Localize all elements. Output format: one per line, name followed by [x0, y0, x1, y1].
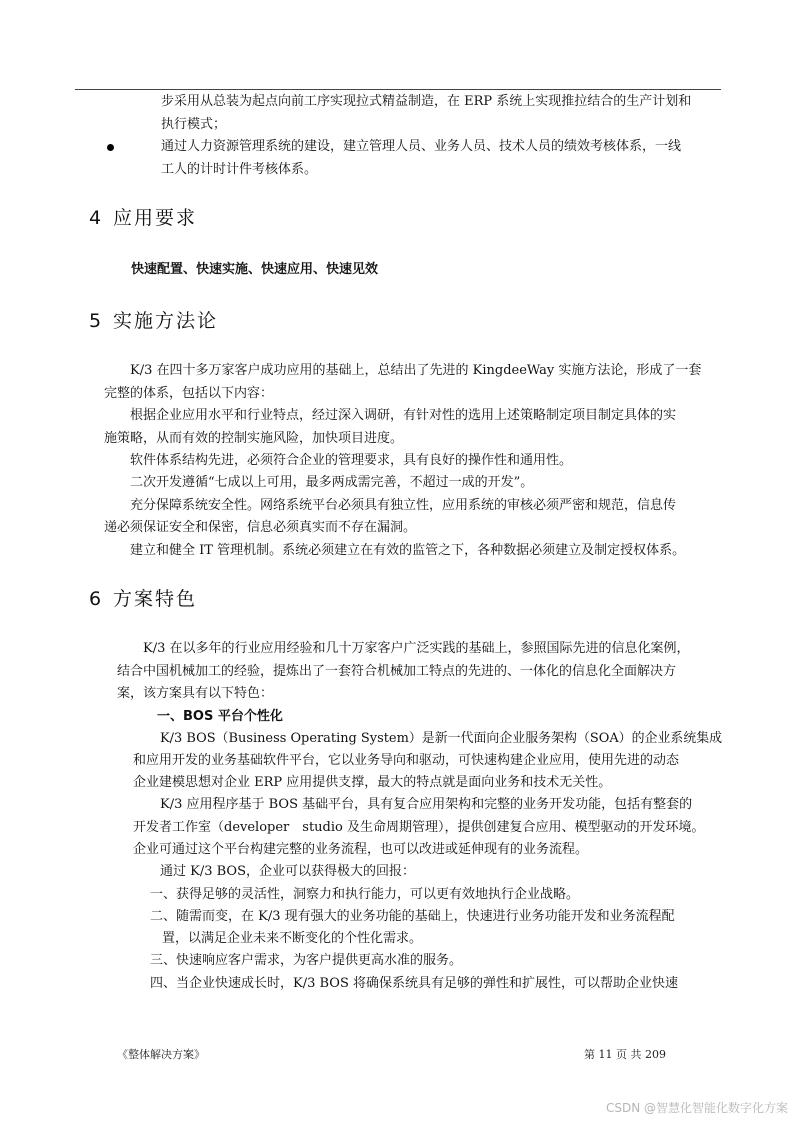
section-4-number: 4	[89, 207, 104, 229]
section-6-body-line-11: 三、快速响应客户需求，为客户提供更高水准的服务。	[150, 953, 463, 968]
section-6-intro-line-1: K/3 在以多年的行业应用经验和几十万家客户广泛实践的基础上，参照国际先进的信息化案例，	[143, 641, 690, 656]
section-6-body-line-7: 通过 K/3 BOS，企业可以获得极大的回报：	[160, 864, 415, 879]
section-5-line-8: 递必须保证安全和保密，信息必须真实而不存在漏洞。	[104, 520, 417, 535]
section-6-body-line-3: 企业建模思想对企业 ERP 应用提供支撑，最大的特点就是面向业务和技术无关性。	[133, 775, 612, 790]
intro-line-2: 执行模式；	[161, 117, 227, 132]
section-5-line-1: K/3 在四十多万家客户成功应用的基础上，总结出了先进的 KingdeeWay 实施方法论，形成了一套	[130, 363, 702, 378]
section-6-body-line-12: 四、当企业快速成长时，K/3 BOS 将确保系统具有足够的弹性和扩展性，可以帮助企业快速	[150, 976, 678, 991]
section-5-line-4: 施策略，从而有效的控制实施风险，加快项目进度。	[104, 431, 404, 446]
section-6-body-line-10: 置，以满足企业未来不断变化的个性化需求。	[162, 931, 423, 946]
section-6-subheading: 一、BOS 平台个性化	[157, 709, 283, 724]
section-4-heading	[89, 206, 197, 230]
section-6-intro-line-3: 案，该方案具有以下特色：	[117, 686, 274, 701]
section-5-line-9: 建立和健全 IT 管理机制。系统必须建立在有效的监管之下，各种数据必须建立及制定授权体系。	[130, 543, 686, 558]
section-6-number: 6	[89, 588, 104, 610]
section-6-body-line-4: K/3 应用程序基于 BOS 基础平台，具有复合应用架构和完整的业务开发功能，包括有整套的	[160, 797, 693, 812]
section-6-heading	[89, 587, 197, 611]
section-5-heading	[89, 309, 218, 333]
header-rule	[75, 89, 721, 90]
section-6-body-line-2: 和应用开发的业务基础软件平台，它以业务导向和驱动，可快速构建企业应用，使用先进的动态	[133, 753, 680, 768]
csdn-watermark: CSDN @智慧化智能化数字化方案	[605, 1101, 788, 1115]
section-5-line-3: 根据企业应用水平和行业特点，经过深入调研，有针对性的选用上述策略制定项目制定具体的实	[130, 408, 677, 423]
section-5-line-6: 二次开发遵循“七成以上可用，最多两成需完善，不超过一成的开发”。	[130, 475, 534, 490]
section-4-title: 应用要求	[113, 207, 198, 229]
bullet-dot-icon	[107, 144, 114, 151]
section-5-number: 5	[89, 310, 104, 332]
section-5-line-7: 充分保障系统安全性。网络系统平台必须具有独立性，应用系统的审核必须严密和规范，信息传	[130, 498, 677, 513]
section-6-body-line-6: 企业可通过这个平台构建完整的业务流程，也可以改进或延伸现有的业务流程。	[133, 842, 589, 857]
section-6-body-line-8: 一、获得足够的灵活性，洞察力和执行能力，可以更有效地执行企业战略。	[150, 887, 580, 902]
section-6-body-line-1: K/3 BOS（Business Operating System）是新一代面向企业服务架构（SOA）的企业系统集成	[160, 731, 723, 746]
section-6-body-line-9: 二、随需而变，在 K/3 现有强大的业务功能的基础上，快速进行业务功能开发和业务流程配	[150, 909, 675, 924]
section-6-body-line-5: 开发者工作室（developer studio 及生命周期管理），提供创建复合应用、模型驱动的开发环境。	[133, 820, 705, 835]
bullet-line-2: 工人的计时计件考核体系。	[161, 162, 318, 177]
section-5-title: 实施方法论	[113, 310, 219, 332]
section-5-line-2: 完整的体系，包括以下内容：	[104, 386, 274, 401]
intro-line-1: 步采用从总装为起点向前工序实现拉式精益制造，在 ERP 系统上实现推拉结合的生产计划和	[161, 94, 692, 109]
section-6-title: 方案特色	[113, 588, 198, 610]
section-5-line-5: 软件体系结构先进，必须符合企业的管理要求，具有良好的操作性和通用性。	[130, 453, 573, 468]
footer-document-title: 《整体解决方案》	[117, 1048, 205, 1061]
bullet-line-1: 通过人力资源管理系统的建设，建立管理人员、业务人员、技术人员的绩效考核体系，一线	[161, 139, 682, 154]
section-6-intro-line-2: 结合中国机械加工的经验，提炼出了一套符合机械加工特点的先进的、一体化的信息化全面解决方	[117, 664, 677, 679]
section-4-bold-line: 快速配置、快速实施、快速应用、快速见效	[131, 262, 379, 277]
footer-page-number: 第 11 页 共 209	[584, 1048, 666, 1061]
